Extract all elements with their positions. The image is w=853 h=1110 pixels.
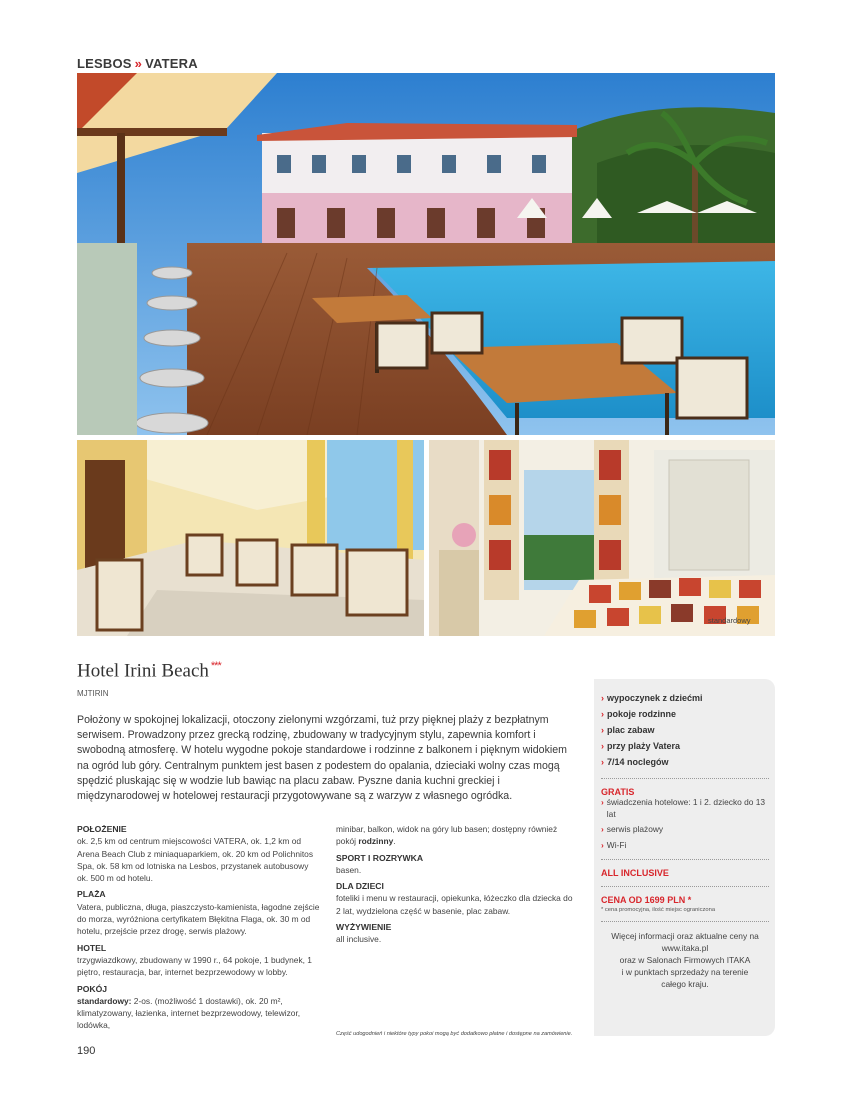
divider xyxy=(601,778,769,779)
hotel-heading: HOTEL xyxy=(77,942,107,953)
board-heading: WYŻYWIENIE xyxy=(336,922,392,933)
gratis-item xyxy=(601,797,769,820)
feature-item xyxy=(601,754,769,770)
feature-label: 7/14 noclegów xyxy=(607,757,669,767)
room-text-continued: minibar, balkon, widok na góry lub basen; dostępny również pokój rodzinny. xyxy=(336,824,558,847)
price-label: CENA OD 1699 PLN * xyxy=(601,895,692,906)
feature-label: wypoczynek z dziećmi xyxy=(607,693,703,703)
beach-heading: PLAŻA xyxy=(77,889,106,900)
footnote: Część udogodnień i niektóre typy pokoi mogą być dodatkowo płatne i dostępne na zamówienie. xyxy=(336,1031,573,1037)
photo-caption: standardowy xyxy=(708,616,751,625)
page-number: 190 xyxy=(77,1045,96,1057)
chevron-right-icon: › xyxy=(601,741,604,751)
sport-heading: SPORT I ROZRYWKA xyxy=(336,852,424,863)
room-heading: POKÓJ xyxy=(77,983,108,994)
feature-item xyxy=(601,738,769,754)
info-line: oraz w Salonach Firmowych ITAKA xyxy=(619,955,751,966)
website-link[interactable]: www.itaka.pl xyxy=(661,943,709,954)
divider xyxy=(601,886,769,887)
info-line: całego kraju. xyxy=(661,979,709,990)
details-column-1 xyxy=(77,823,321,1032)
beach-text: Vatera, publiczna, długa, piaszczysto-kamienista, łagodne zejście do morza, wyróżniona certyfikatem Błękitna Flaga, ok. 30 m od hotelu, przejście przez drogę, serwis plażowy. xyxy=(77,901,320,937)
more-info xyxy=(601,930,769,990)
feature-label: plac zabaw xyxy=(607,725,655,735)
region-label: LESBOS xyxy=(77,56,132,71)
location-heading: POŁOŻENIE xyxy=(77,824,127,834)
feature-item xyxy=(601,706,769,722)
info-line: Więcej informacji oraz aktualne ceny na xyxy=(611,931,759,942)
kids-heading: DLA DZIECI xyxy=(336,881,384,892)
chevron-right-icon: › xyxy=(601,709,604,719)
all-inclusive-label: ALL INCLUSIVE xyxy=(601,868,669,879)
divider xyxy=(601,921,769,922)
room-description: 2-os. (możliwość 1 dostawki), ok. 20 m², klimatyzowany, łazienka, internet bezprzewodowy, telewizor, lodówka, xyxy=(77,995,301,1031)
gratis-label: serwis plażowy xyxy=(606,824,664,835)
hotel-code: MJTIRIN xyxy=(77,689,109,698)
hotel-name: Hotel Irini Beach xyxy=(77,660,209,682)
chevron-right-icon: › xyxy=(601,757,604,767)
offer-sidebar xyxy=(594,679,775,1036)
chevron-right-icon: › xyxy=(601,693,604,703)
price-note: * cena promocyjna, ilość miejsc ograniczona xyxy=(601,907,716,914)
feature-label: pokoje rodzinne xyxy=(607,709,677,719)
gratis-label: świadczenia hotelowe: 1 i 2. dziecko do 13 lat xyxy=(606,797,766,819)
place-label: VATERA xyxy=(145,56,198,71)
gratis-label: Wi-Fi xyxy=(606,839,627,850)
details-column-2 xyxy=(336,823,578,946)
family-room-label: rodzinny xyxy=(358,836,394,847)
feature-label: przy plaży Vatera xyxy=(607,741,681,751)
breadcrumb-separator: » xyxy=(134,56,143,71)
star-rating: *** xyxy=(210,660,221,672)
room-text xyxy=(77,995,321,1032)
breadcrumb xyxy=(77,56,198,71)
room-type-label: standardowy: xyxy=(77,995,132,1006)
standard-room-photo xyxy=(429,440,775,636)
hotel-text: trzygwiazdkowy, zbudowany w 1990 r., 64 pokoje, 1 budynek, 1 piętro, restauracja, bar, internet bezprzewodowy w lobby. xyxy=(77,954,312,978)
location-text: ok. 2,5 km od centrum miejscowości VATERA, ok. 1,2 km od Arena Beach Club z miniaquaparkiem, ok. 20 km od Polichnitos Spa, ok. 58 km od lotniska na Lesbos, przystanek autobusowy ok. 500 m od hotelu. xyxy=(77,836,314,884)
main-photo-pool-terrace xyxy=(77,73,775,435)
gratis-item xyxy=(601,840,769,852)
chevron-right-icon: › xyxy=(601,839,604,850)
restaurant-terrace-photo xyxy=(77,440,424,636)
board-text: all inclusive. xyxy=(336,934,382,945)
divider xyxy=(601,859,769,860)
info-line: i w punktach sprzedaży na terenie xyxy=(621,967,749,978)
hotel-title xyxy=(77,660,221,682)
gratis-heading: GRATIS xyxy=(601,787,635,797)
sport-text: basen. xyxy=(336,864,362,875)
hotel-description: Położony w spokojnej lokalizacji, otoczony zielonymi wzgórzami, tuż przy pięknej plaży z bezpłatnym serwisem. Prowadzony przez grecką rodzinę, zbudowany w tradycyjnym stylu, zapewnia komfort i swobodną atmosferę. W hotelu wygodne pokoje standardowe i rodzinne z balkonem i pięknym widokiem na ogród lub góry. Centralnym punktem jest basen z podestem do opalania, dzieciaki wolny czas mogą spędzić pluskając się w wodzie lub bawiąc na placu zabaw. Pyszne dania kuchni greckiej i międzynarodowej w hotelowej restauracji przygotowywane są z warzyw z własnego ogródka. xyxy=(77,714,567,803)
kids-text: foteliki i menu w restauracji, opiekunka, łóżeczko dla dziecka do 2 lat, wydzielona część w basenie, plac zabaw. xyxy=(336,893,573,916)
room-continued-text: minibar, balkon, widok na góry lub basen; dostępny również pokój xyxy=(336,824,558,847)
chevron-right-icon: › xyxy=(601,725,604,735)
feature-item xyxy=(601,722,769,738)
chevron-right-icon: › xyxy=(601,824,604,835)
gratis-item xyxy=(601,824,769,836)
feature-item xyxy=(601,690,769,706)
chevron-right-icon: › xyxy=(601,797,604,807)
